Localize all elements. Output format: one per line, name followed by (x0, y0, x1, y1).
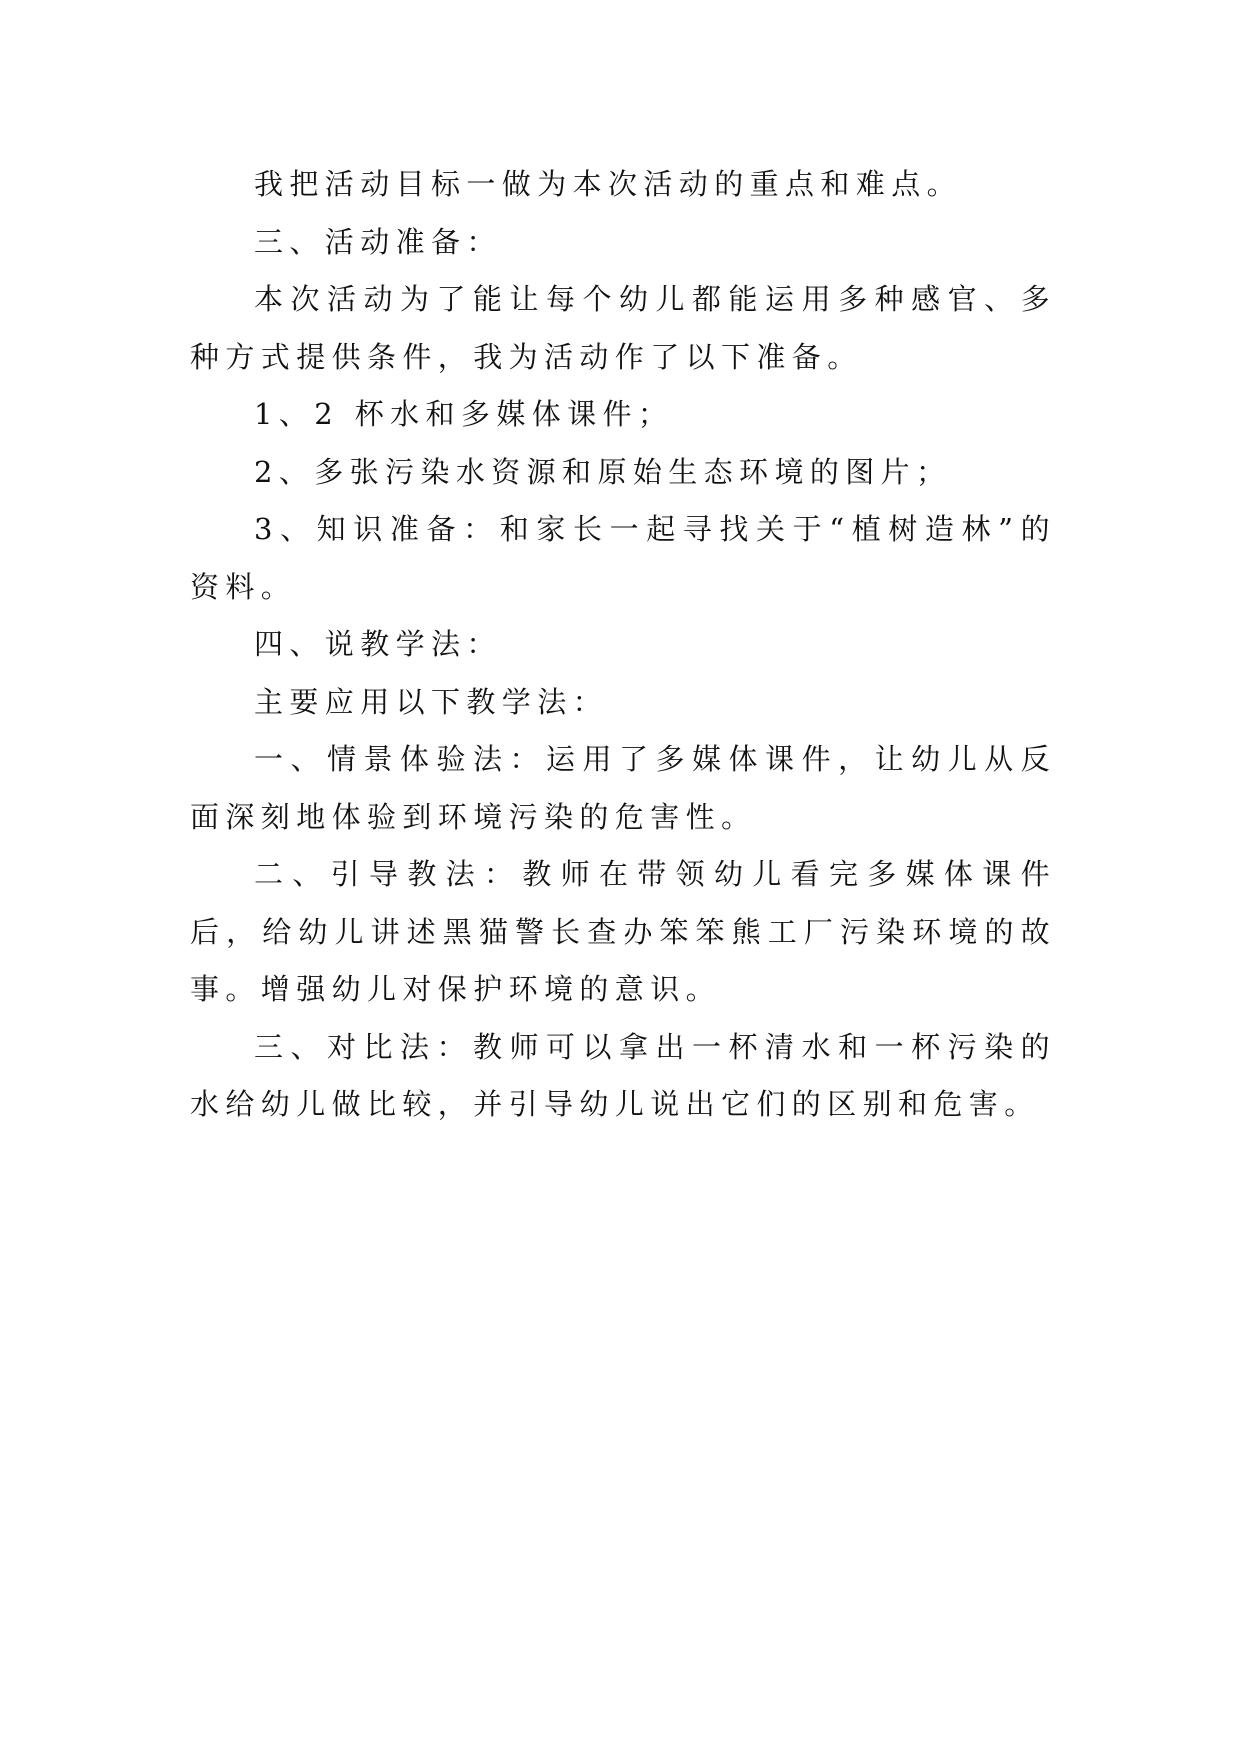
heading-teaching-methods: 四、说教学法： (254, 627, 502, 661)
list-item-preparation-1: 1、2 杯水和多媒体课件； (254, 397, 674, 431)
paragraph-methods-intro: 主要应用以下教学法： (254, 684, 609, 719)
paragraph-method-comparison: 三、对比法：教师可以拿出一杯清水和一杯污染的水给幼儿做比较，并引导幼儿说出它们的区别和危害。 (190, 1029, 1056, 1121)
list-item-preparation-3: 3、知识准备：和家长一起寻找关于“植树造林”的资料。 (190, 512, 1056, 604)
paragraph-preparation-intro: 本次活动为了能让每个幼儿都能运用多种感官、多种方式提供条件，我为活动作了以下准备。 (190, 282, 1056, 374)
paragraph-key-points: 我把活动目标一做为本次活动的重点和难点。 (254, 167, 963, 201)
paragraph-method-scenario: 一、情景体验法：运用了多媒体课件，让幼儿从反面深刻地体验到环境污染的危害性。 (190, 742, 1056, 834)
heading-activity-preparation: 三、活动准备： (254, 224, 502, 259)
paragraph-method-guidance: 二、引导教法：教师在带领幼儿看完多媒体课件后，给幼儿讲述黑猫警长查办笨笨熊工厂污染环境的故事。增强幼儿对保护环境的意识。 (190, 857, 1056, 1006)
document-body (190, 156, 1056, 1134)
list-item-preparation-2: 2、多张污染水资源和原始生态环境的图片； (254, 454, 952, 489)
